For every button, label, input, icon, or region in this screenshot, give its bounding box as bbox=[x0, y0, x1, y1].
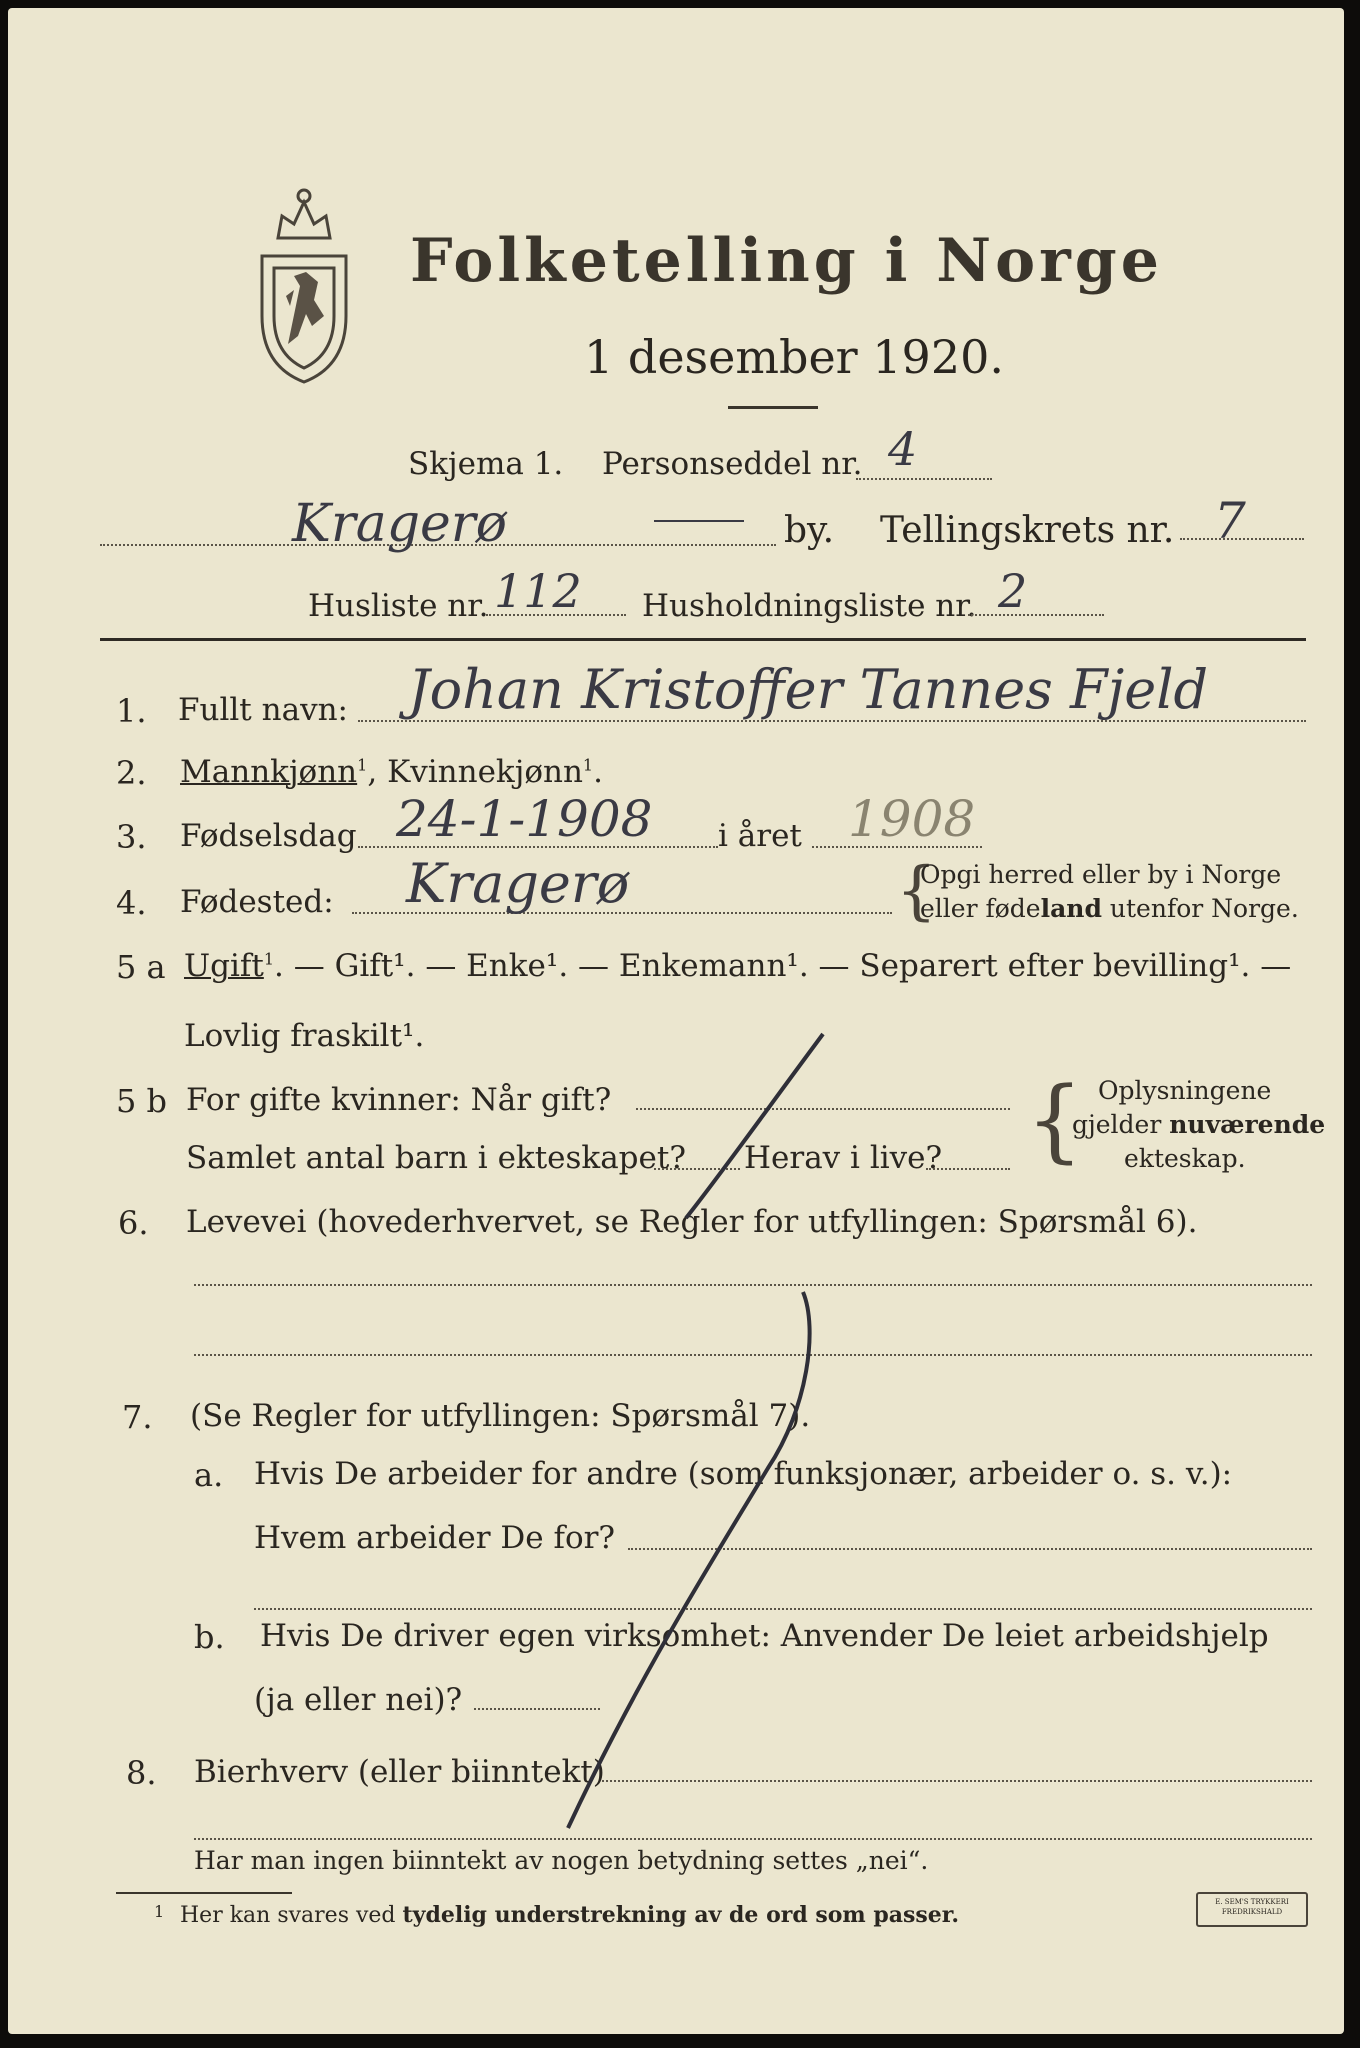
q7a-label2: Hvem arbeider De for? bbox=[254, 1520, 616, 1556]
q7a-label1: Hvis De arbeider for andre (som funksjonær, arbeider o. s. v.): bbox=[254, 1456, 1233, 1492]
q7a-number: a. bbox=[194, 1456, 224, 1494]
personseddel-label: Personseddel nr. bbox=[602, 446, 863, 482]
tellingskrets-value: 7 bbox=[1214, 492, 1246, 550]
q5a-ugift-footnote-mark: 1 bbox=[263, 949, 275, 969]
q8-label: Bierhverv (eller biinntekt) bbox=[194, 1754, 605, 1790]
q5b-note-line2: gjelder nuværende bbox=[1072, 1110, 1326, 1139]
by-value: Kragerø bbox=[292, 494, 507, 554]
q2-female-footnote-mark: 1 bbox=[582, 755, 594, 775]
q5b-alive-dots bbox=[926, 1168, 1010, 1170]
census-form bbox=[8, 8, 1344, 2034]
q1-number: 1. bbox=[116, 692, 147, 730]
q7-label: (Se Regler for utfyllingen: Spørsmål 7). bbox=[190, 1398, 811, 1434]
husliste-label: Husliste nr. bbox=[308, 588, 489, 624]
q7b-label1: Hvis De driver egen virksomhet: Anvender De leiet arbeidshjelp bbox=[260, 1618, 1269, 1654]
q6-number: 6. bbox=[118, 1204, 149, 1242]
q5b-label1: For gifte kvinner: Når gift? bbox=[186, 1082, 612, 1118]
q5b-note-brace: { bbox=[1026, 1068, 1084, 1173]
q4-label: Fødested: bbox=[180, 884, 334, 920]
husholdningsliste-dots bbox=[968, 614, 1104, 616]
q3-year-value: 1908 bbox=[848, 790, 976, 848]
title-divider bbox=[728, 406, 818, 409]
q1-label: Fullt navn: bbox=[178, 692, 348, 728]
handwritten-strike-mark bbox=[438, 1028, 838, 1858]
header-rule bbox=[100, 638, 1306, 641]
q5a-number: 5 a bbox=[116, 948, 166, 986]
q5a-ugift: Ugift bbox=[184, 948, 264, 984]
by-label: by. bbox=[784, 510, 835, 551]
q4-note-brace: { bbox=[896, 854, 937, 928]
q2-number: 2. bbox=[116, 754, 147, 792]
q5b-label3: Herav i live? bbox=[744, 1140, 943, 1176]
footnote-bold: tydelig understrekning av de ord som passer. bbox=[402, 1902, 960, 1928]
q8-note: Har man ingen biinntekt av nogen betydning settes „nei“. bbox=[194, 1846, 929, 1875]
q5a-rest: . — Gift¹. — Enke¹. — Enkemann¹. — Separert efter bevilling¹. — bbox=[274, 948, 1292, 984]
q8-number: 8. bbox=[126, 1754, 157, 1792]
q5a-line2: Lovlig fraskilt¹. bbox=[184, 1018, 425, 1054]
personseddel-value: 4 bbox=[888, 422, 918, 476]
printer-stamp-line2: FREDRIKSHALD bbox=[1221, 1908, 1283, 1916]
q4-note-line1: Opgi herred eller by i Norge bbox=[920, 860, 1282, 889]
q4-number: 4. bbox=[116, 884, 147, 922]
husholdningsliste-value: 2 bbox=[998, 564, 1028, 618]
coat-of-arms-icon bbox=[248, 176, 360, 388]
footnote-text: Her kan svares ved tydelig understrekning av de ord som passer. bbox=[180, 1902, 960, 1928]
q5b-note-line1: Oplysningene bbox=[1098, 1076, 1272, 1105]
q4-note-line2: eller fødeland utenfor Norge. bbox=[920, 894, 1299, 923]
footnote-rule bbox=[116, 1892, 292, 1894]
q2-male: Mannkjønn bbox=[180, 754, 358, 790]
q2-male-footnote-mark: 1 bbox=[357, 755, 368, 775]
personseddel-dots bbox=[856, 478, 992, 480]
q3-label: Fødselsdag bbox=[180, 818, 357, 854]
husliste-value: 112 bbox=[494, 564, 582, 618]
by-dash bbox=[654, 520, 744, 522]
q4-note-bold: land bbox=[1040, 894, 1102, 923]
q5b-note-line3: ekteskap. bbox=[1124, 1144, 1246, 1173]
tellingskrets-label: Tellingskrets nr. bbox=[880, 510, 1175, 551]
q7b-label2: (ja eller nei)? bbox=[254, 1682, 463, 1718]
skjema-label: Skjema 1. bbox=[408, 446, 564, 482]
q7b-number: b. bbox=[194, 1618, 225, 1656]
census-date: 1 desember 1920. bbox=[584, 330, 1004, 384]
q5b-number: 5 b bbox=[116, 1082, 168, 1120]
q5b-note-bold: nuværende bbox=[1169, 1110, 1326, 1139]
q4-value: Kragerø bbox=[406, 852, 630, 915]
q3-number: 3. bbox=[116, 818, 147, 856]
q5a-options bbox=[184, 948, 1291, 984]
form-title: Folketelling i Norge bbox=[410, 226, 1163, 296]
footnote-mark: 1 bbox=[154, 1902, 165, 1921]
q3-year-label: i året bbox=[718, 818, 802, 854]
q6-label: Levevei (hovederhvervet, se Regler for utfyllingen: Spørsmål 6). bbox=[186, 1204, 1198, 1240]
printer-stamp-line1: E. SEM'S TRYKKERI bbox=[1215, 1898, 1289, 1906]
printer-stamp bbox=[1196, 1892, 1308, 1927]
q7-number: 7. bbox=[122, 1398, 153, 1436]
q2-options: Mannkjønn$^1$, Kvinnekjønn$^1$. bbox=[180, 754, 603, 790]
q1-value: Johan Kristoffer Tannes Fjeld bbox=[408, 658, 1209, 721]
q2-female: Kvinnekjønn bbox=[387, 754, 583, 790]
husholdningsliste-label: Husholdningsliste nr. bbox=[642, 588, 977, 624]
q5b-label2: Samlet antal barn i ekteskapet? bbox=[186, 1140, 686, 1176]
q3-value: 24-1-1908 bbox=[396, 790, 653, 848]
